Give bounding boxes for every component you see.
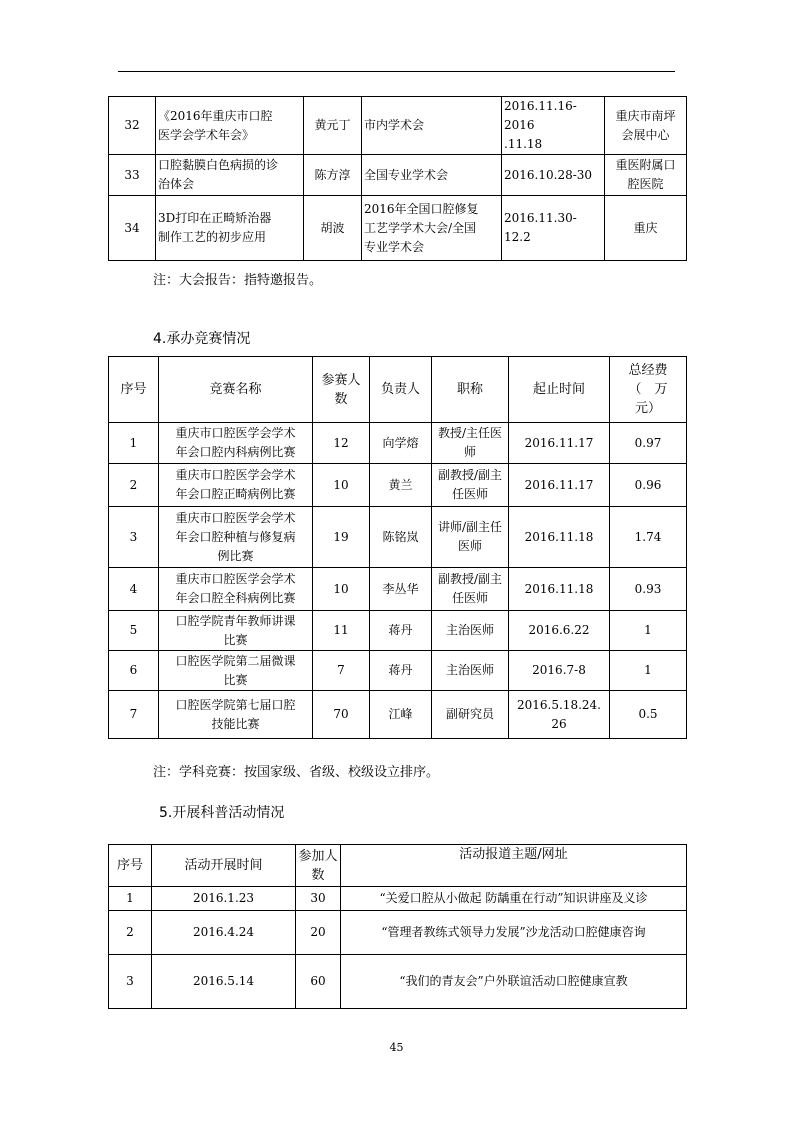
row-number: 2 bbox=[109, 911, 152, 955]
total-cost: 0.93 bbox=[610, 568, 687, 611]
competition-name: 重庆市口腔医学会学术 年会口腔正畸病例比赛 bbox=[159, 464, 313, 507]
activity-topic: “关爱口腔从小做起 防龋重在行动”知识讲座及义诊 bbox=[341, 887, 687, 911]
participant-count: 11 bbox=[313, 611, 370, 651]
table-row bbox=[109, 196, 687, 261]
leader-name: 江峰 bbox=[370, 691, 432, 739]
report-title: 《2016年重庆市口腔 医学会学术年会》 bbox=[156, 97, 304, 155]
row-number: 5 bbox=[109, 611, 159, 651]
competition-name: 口腔医学院第二届微课 比赛 bbox=[159, 651, 313, 691]
participant-count: 7 bbox=[313, 651, 370, 691]
competition-name: 重庆市口腔医学会学术 年会口腔种植与修复病 例比赛 bbox=[159, 507, 313, 568]
report-title: 口腔黏膜白色病损的诊 治体会 bbox=[156, 155, 304, 196]
table-row bbox=[109, 423, 687, 464]
leader-name: 向学熔 bbox=[370, 423, 432, 464]
reporter-name: 胡波 bbox=[304, 196, 362, 261]
leader-title: 讲师/副主任 医师 bbox=[432, 507, 509, 568]
row-number: 3 bbox=[109, 507, 159, 568]
conference-type: 市内学术会 bbox=[362, 97, 502, 155]
participant-count: 30 bbox=[296, 887, 341, 911]
table-row bbox=[109, 464, 687, 507]
total-cost: 0.96 bbox=[610, 464, 687, 507]
row-number: 2 bbox=[109, 464, 159, 507]
activity-topic: “我们的青友会”户外联谊活动口腔健康宣教 bbox=[341, 955, 687, 1009]
note-competition: 注：学科竞赛：按国家级、省级、校级设立排序。 bbox=[153, 765, 440, 780]
total-cost: 1 bbox=[610, 651, 687, 691]
row-number: 32 bbox=[109, 97, 156, 155]
conference-place: 重庆 bbox=[605, 196, 687, 261]
table-row bbox=[109, 651, 687, 691]
report-title: 3D打印在正畸矫治器 制作工艺的初步应用 bbox=[156, 196, 304, 261]
competition-period: 2016.11.18 bbox=[509, 568, 610, 611]
note-keynote: 注：大会报告：指特邀报告。 bbox=[153, 273, 323, 288]
row-number: 1 bbox=[109, 423, 159, 464]
competition-period: 2016.7-8 bbox=[509, 651, 610, 691]
col-header-leader: 负责人 bbox=[370, 357, 432, 423]
leader-title: 主治医师 bbox=[432, 611, 509, 651]
conference-place: 重庆市南坪 会展中心 bbox=[605, 97, 687, 155]
col-header-cost: 总经费 （ 万 元） bbox=[610, 357, 687, 423]
col-header-participants: 参加人 数 bbox=[296, 845, 341, 887]
participant-count: 70 bbox=[313, 691, 370, 739]
col-header-topic: 活动报道主题/网址 bbox=[341, 845, 687, 887]
participant-count: 19 bbox=[313, 507, 370, 568]
table-row bbox=[109, 611, 687, 651]
competition-period: 2016.6.22 bbox=[509, 611, 610, 651]
row-number: 4 bbox=[109, 568, 159, 611]
section4-title: 4.承办竞赛情况 bbox=[153, 331, 251, 347]
competition-period: 2016.11.17 bbox=[509, 423, 610, 464]
activity-time: 2016.4.24 bbox=[152, 911, 296, 955]
table-row bbox=[109, 911, 687, 955]
reporter-name: 陈方淳 bbox=[304, 155, 362, 196]
competition-period: 2016.11.18 bbox=[509, 507, 610, 568]
row-number: 34 bbox=[109, 196, 156, 261]
table-row bbox=[109, 568, 687, 611]
total-cost: 1 bbox=[610, 611, 687, 651]
science-activity-table bbox=[108, 844, 687, 1009]
leader-title: 教授/主任医 师 bbox=[432, 423, 509, 464]
row-number: 3 bbox=[109, 955, 152, 1009]
competition-period: 2016.11.17 bbox=[509, 464, 610, 507]
table-row bbox=[109, 507, 687, 568]
section5-title: 5.开展科普活动情况 bbox=[159, 805, 285, 821]
col-header-name: 竞赛名称 bbox=[159, 357, 313, 423]
participant-count: 10 bbox=[313, 464, 370, 507]
table-row bbox=[109, 691, 687, 739]
header-rule bbox=[118, 71, 675, 72]
conference-type: 2016年全国口腔修复 工艺学学术大会/全国 专业学术会 bbox=[362, 196, 502, 261]
competition-period: 2016.5.18.24. 26 bbox=[509, 691, 610, 739]
col-header-participants: 参赛人 数 bbox=[313, 357, 370, 423]
col-header-no: 序号 bbox=[109, 845, 152, 887]
participant-count: 10 bbox=[313, 568, 370, 611]
leader-name: 蒋丹 bbox=[370, 611, 432, 651]
col-header-no: 序号 bbox=[109, 357, 159, 423]
activity-time: 2016.5.14 bbox=[152, 955, 296, 1009]
row-number: 1 bbox=[109, 887, 152, 911]
conference-time: 2016.11.16-2016 .11.18 bbox=[502, 97, 605, 155]
activity-time: 2016.1.23 bbox=[152, 887, 296, 911]
competition-name: 重庆市口腔医学会学术 年会口腔内科病例比赛 bbox=[159, 423, 313, 464]
leader-name: 李丛华 bbox=[370, 568, 432, 611]
leader-title: 主治医师 bbox=[432, 651, 509, 691]
col-header-time: 活动开展时间 bbox=[152, 845, 296, 887]
col-header-period: 起止时间 bbox=[509, 357, 610, 423]
total-cost: 0.5 bbox=[610, 691, 687, 739]
leader-title: 副教授/副主 任医师 bbox=[432, 464, 509, 507]
participant-count: 60 bbox=[296, 955, 341, 1009]
table-row bbox=[109, 887, 687, 911]
conference-place: 重医附属口 腔医院 bbox=[605, 155, 687, 196]
leader-title: 副研究员 bbox=[432, 691, 509, 739]
page-number: 45 bbox=[389, 1041, 404, 1054]
table-row bbox=[109, 155, 687, 196]
leader-name: 陈铭岚 bbox=[370, 507, 432, 568]
competition-name: 口腔学院青年教师讲课 比赛 bbox=[159, 611, 313, 651]
table-row bbox=[109, 955, 687, 1009]
competition-name: 口腔医学院第七届口腔 技能比赛 bbox=[159, 691, 313, 739]
leader-title: 副教授/副主 任医师 bbox=[432, 568, 509, 611]
conference-time: 2016.10.28-30 bbox=[502, 155, 605, 196]
row-number: 33 bbox=[109, 155, 156, 196]
row-number: 7 bbox=[109, 691, 159, 739]
col-header-title: 职称 bbox=[432, 357, 509, 423]
total-cost: 0.97 bbox=[610, 423, 687, 464]
conference-type: 全国专业学术会 bbox=[362, 155, 502, 196]
activity-topic: “管理者教练式领导力发展”沙龙活动口腔健康咨询 bbox=[341, 911, 687, 955]
participant-count: 12 bbox=[313, 423, 370, 464]
table-row bbox=[109, 97, 687, 155]
total-cost: 1.74 bbox=[610, 507, 687, 568]
conference-time: 2016.11.30-12.2 bbox=[502, 196, 605, 261]
reporter-name: 黄元丁 bbox=[304, 97, 362, 155]
participant-count: 20 bbox=[296, 911, 341, 955]
conference-table bbox=[108, 96, 687, 261]
row-number: 6 bbox=[109, 651, 159, 691]
leader-name: 蒋丹 bbox=[370, 651, 432, 691]
leader-name: 黄兰 bbox=[370, 464, 432, 507]
competition-table bbox=[108, 356, 687, 739]
competition-name: 重庆市口腔医学会学术 年会口腔全科病例比赛 bbox=[159, 568, 313, 611]
